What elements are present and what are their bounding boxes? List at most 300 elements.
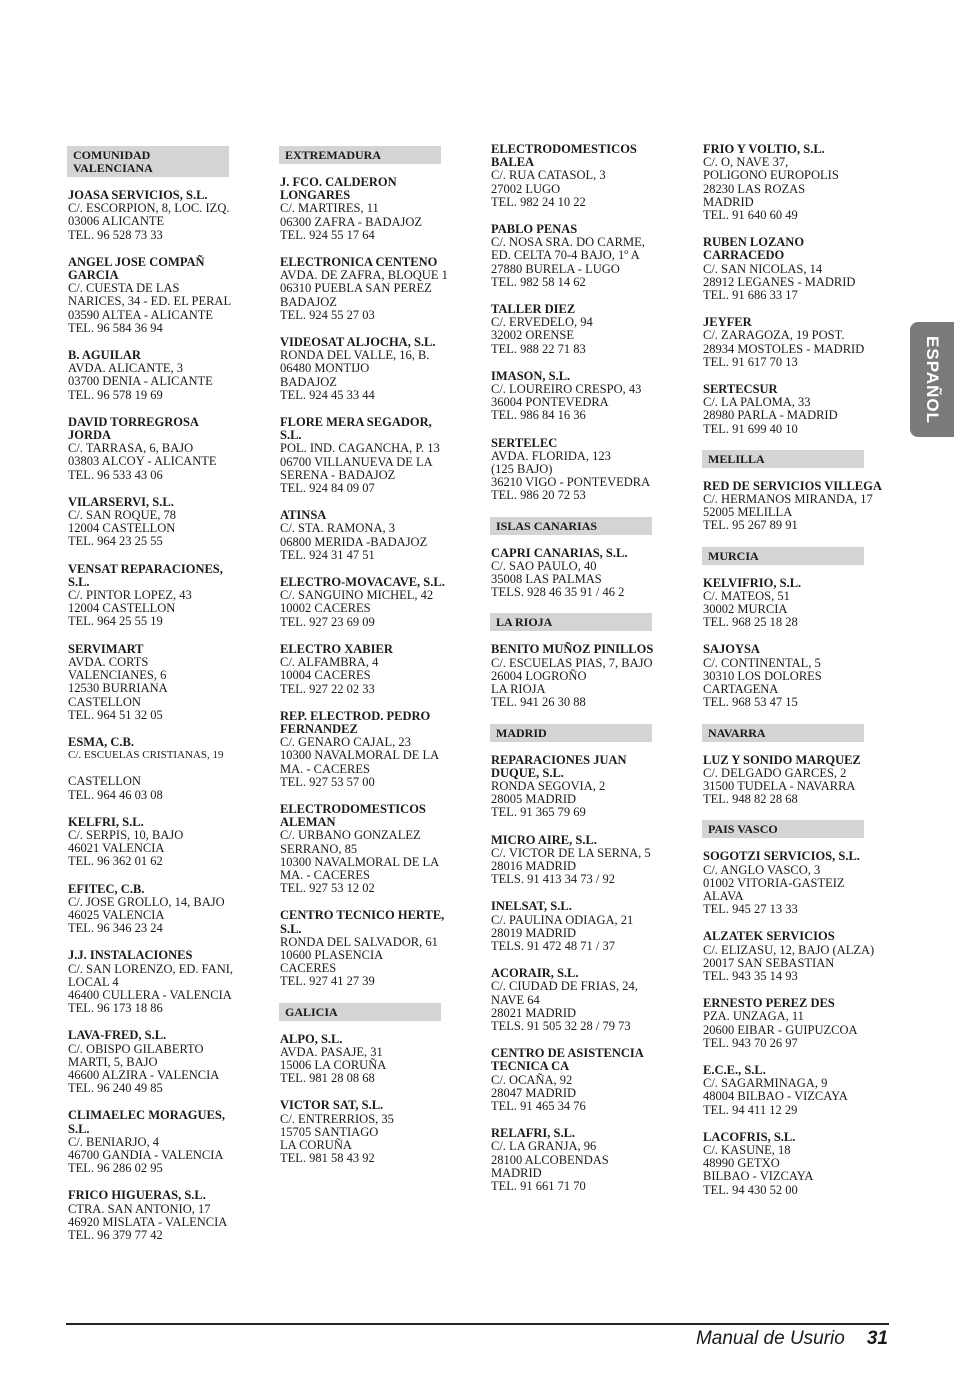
entry-name: S.L. (68, 1121, 90, 1136)
service-entry (491, 643, 655, 709)
region-header: GALICIA (279, 1003, 441, 1021)
entry-detail: TEL. 948 82 28 68 (703, 792, 798, 807)
entry-detail: TEL. 96 240 49 85 (68, 1081, 163, 1096)
service-entry (491, 1127, 655, 1193)
entry-detail: 27002 LUGO (491, 181, 561, 196)
entry-name: J.J. INSTALACIONES (68, 948, 193, 963)
service-entry (280, 710, 444, 789)
entry-detail: TEL. 943 70 26 97 (703, 1035, 798, 1050)
service-entry (703, 929, 875, 983)
entry-detail: C/. LOUREIRO CRESPO, 43 (491, 382, 642, 397)
entry-detail: C/. PINTOR LOPEZ, 43 (68, 588, 192, 603)
entry-name: FERNANDEZ (280, 721, 358, 736)
service-entry (68, 189, 232, 242)
entry-name: LUZ Y SONIDO MARQUEZ (703, 752, 861, 767)
entry-detail: C/. ELIZASU, 12, BAJO (ALZA) (703, 942, 875, 957)
entry-detail: BADAJOZ (280, 294, 337, 309)
entry-name: ALPO, S.L. (280, 1031, 343, 1046)
entry-detail: AVDA. PASAJE, 31 (280, 1044, 383, 1059)
entry-detail: TEL. 96 533 43 06 (68, 467, 163, 482)
service-entry (280, 1099, 444, 1165)
entry-name: ELECTRONICA CENTENO (280, 255, 438, 270)
entry-detail: C/. ANGLO VASCO, 3 (703, 862, 821, 877)
entry-detail: RONDA DEL SALVADOR, 61 (280, 934, 438, 949)
entry-detail: 36004 PONTEVEDRA (491, 395, 609, 410)
entry-detail: TEL. 986 20 72 53 (491, 488, 586, 503)
service-entry (491, 547, 655, 600)
entry-name: ERNESTO PEREZ DES (703, 996, 835, 1011)
service-entry (68, 883, 232, 936)
service-entry (703, 143, 867, 222)
entry-name: RELAFRI, S.L. (491, 1126, 576, 1141)
entry-detail: C/. CUESTA DE LAS (68, 281, 180, 296)
entry-name: ELECTRODOMESTICOS (280, 801, 426, 816)
entry-detail: TEL. 924 55 17 64 (280, 227, 375, 242)
entry-detail: C/. NOSA SRA. DO CARME, (491, 235, 645, 250)
entry-detail: 48990 GETXO (703, 1156, 780, 1171)
entry-detail: LA CORUÑA (280, 1137, 352, 1152)
entry-detail: C/. OCAÑA, 92 (491, 1072, 573, 1087)
service-entry (491, 370, 655, 423)
entry-detail: AVDA. DE ZAFRA, BLOQUE 1 (280, 268, 448, 283)
entry-detail: C/. URBANO GONZALEZ (280, 828, 421, 843)
entry-name: CENTRO DE ASISTENCIA (491, 1046, 644, 1061)
entry-name: ELECTRO XABIER (280, 641, 393, 656)
entry-detail: MA. - CACERES (280, 761, 370, 776)
entry-detail: TEL. 96 286 02 95 (68, 1161, 163, 1176)
region-header: COMUNIDAD VALENCIANA (67, 146, 229, 177)
entry-detail: TEL. 968 25 18 28 (703, 615, 798, 630)
entry-detail: C/. JOSE GROLLO, 14, BAJO (68, 894, 225, 909)
entry-detail: 15006 LA CORUÑA (280, 1057, 387, 1072)
entry-name: MICRO AIRE, S.L. (491, 832, 597, 847)
entry-detail: 06300 ZAFRA - BADAJOZ (280, 214, 423, 229)
entry-detail: 28005 MADRID (491, 792, 577, 807)
entry-detail: C/. RUA CATASOL, 3 (491, 168, 606, 183)
entry-detail: AVDA. CORTS (68, 654, 149, 669)
entry-detail: 10300 NAVALMORAL DE LA (280, 748, 440, 763)
entry-detail: C/. OBISPO GILABERTO (68, 1041, 204, 1056)
entry-name: VICTOR SAT, S.L. (280, 1098, 384, 1113)
entry-detail: TEL. 924 31 47 51 (280, 547, 375, 562)
entry-name: S.L. (68, 574, 90, 589)
service-entry (703, 1131, 867, 1197)
entry-detail: TEL. 941 26 30 88 (491, 695, 586, 710)
entry-name: SERVIMART (68, 641, 144, 656)
entry-detail: TEL. 96 379 77 42 (68, 1228, 163, 1242)
entry-detail: TEL. 982 24 10 22 (491, 194, 586, 209)
service-entry (491, 1047, 655, 1113)
entry-detail: AVDA. FLORIDA, 123 (491, 448, 611, 463)
page-number: 31 (866, 1328, 888, 1349)
entry-detail: CASTELLON (68, 694, 141, 709)
entry-name: SERTELEC (491, 435, 558, 450)
entry-detail: 06480 MONTIJO (280, 361, 370, 376)
entry-name: SERTECSUR (703, 382, 778, 397)
service-entry (280, 909, 444, 988)
service-entry (280, 1033, 444, 1086)
entry-detail: TEL. 927 53 57 00 (280, 774, 375, 789)
service-entry (280, 336, 444, 402)
entry-detail: TEL. 927 23 69 09 (280, 614, 375, 629)
entry-name: ACORAIR, S.L. (491, 966, 579, 981)
column-1 (68, 143, 232, 1256)
entry-detail: MARTI, 5, BAJO (68, 1054, 158, 1069)
entry-detail: C/. ENTRERRIOS, 35 (280, 1111, 394, 1126)
footer-divider (66, 1323, 889, 1325)
service-entry (703, 478, 882, 533)
entry-detail: TEL. 988 22 71 83 (491, 341, 586, 356)
service-entry (68, 643, 232, 722)
entry-name: LACOFRIS, S.L. (703, 1129, 796, 1144)
entry-name: ATINSA (280, 508, 327, 523)
entry-detail: 28100 ALCOBENDAS (491, 1152, 609, 1167)
entry-detail: MADRID (491, 1165, 542, 1180)
entry-detail: 31500 TUDELA - NAVARRA (703, 778, 856, 793)
entry-name: ALEMAN (280, 815, 336, 830)
entry-detail: TEL. 964 25 55 19 (68, 614, 163, 629)
service-entry (703, 577, 867, 630)
region-header: ISLAS CANARIAS (490, 517, 652, 535)
entry-detail: 03590 ALTEA - ALICANTE (68, 307, 214, 322)
entry-detail: POL. IND. CAGANCHA, P. 13 (280, 441, 440, 456)
entry-detail: 12004 CASTELLON (68, 601, 176, 616)
entry-name: E.C.E., S.L. (703, 1062, 766, 1077)
entry-detail: PZA. UNZAGA, 11 (703, 1009, 804, 1024)
service-entry (491, 754, 655, 820)
entry-detail: TEL. 96 584 36 94 (68, 320, 163, 335)
entry-detail: TELS. 91 472 48 71 / 37 (491, 938, 615, 953)
entry-name: ELECTRO-MOVACAVE, S.L. (280, 575, 445, 590)
entry-name: SAJOYSA (703, 642, 760, 657)
entry-name: SOGOTZI SERVICIOS, S.L. (703, 849, 860, 864)
service-entry (491, 834, 655, 887)
entry-detail: TEL. 96 346 23 24 (68, 921, 163, 936)
entry-detail: TEL. 91 465 34 76 (491, 1098, 586, 1113)
entry-detail: C/. CONTINENTAL, 5 (703, 655, 821, 670)
entry-name: LAVA-FRED, S.L. (68, 1028, 167, 1043)
entry-name: DAVID TORREGROSA (68, 414, 199, 429)
entry-detail: TEL. 927 22 02 33 (280, 681, 375, 696)
entry-detail: C/. KASUNE, 18 (703, 1142, 791, 1157)
service-entry (280, 509, 444, 562)
entry-detail: TEL. 927 53 12 02 (280, 881, 375, 896)
entry-detail: C/. CIUDAD DE FRIAS, 24, (491, 979, 638, 994)
entry-detail: BADAJOZ (280, 374, 337, 389)
entry-detail: C/. ALFAMBRA, 4 (280, 655, 379, 670)
service-entry (68, 416, 232, 482)
service-entry (491, 437, 655, 503)
entry-detail: C/. LA GRANJA, 96 (491, 1139, 597, 1154)
entry-detail: 52005 MELILLA (703, 505, 793, 520)
entry-name: RUBEN LOZANO (703, 235, 805, 250)
entry-detail: CASTELLON (68, 774, 141, 789)
entry-detail: TEL. 91 699 40 10 (703, 421, 798, 436)
entry-detail: TELS. 91 505 32 28 / 79 73 (491, 1018, 631, 1033)
entry-detail: POLIGONO EUROPOLIS (703, 168, 839, 183)
entry-detail: 46025 VALENCIA (68, 907, 165, 922)
entry-name: FLORE MERA SEGADOR, (280, 415, 432, 430)
entry-name: S.L. (280, 921, 302, 936)
entry-detail: NAVE 64 (491, 992, 540, 1007)
entry-detail: TEL. 943 35 14 93 (703, 968, 798, 983)
entry-detail: 15705 SANTIAGO (280, 1124, 379, 1139)
entry-detail: MADRID (703, 194, 754, 209)
entry-detail: C/. ESCUELAS PIAS, 7, BAJO (491, 655, 653, 670)
entry-detail: C/. PAULINA ODIAGA, 21 (491, 912, 634, 927)
entry-detail: LOCAL 4 (68, 974, 119, 989)
entry-detail: 46400 CULLERA - VALENCIA (68, 987, 232, 1002)
entry-detail: 36210 VIGO - PONTEVEDRA (491, 475, 651, 490)
entry-detail: NARICES, 34 - ED. EL PERAL (68, 294, 232, 309)
entry-detail: RONDA DEL VALLE, 16, B. (280, 348, 430, 363)
entry-detail: TEL. 94 411 12 29 (703, 1102, 798, 1117)
entry-detail: 28021 MADRID (491, 1005, 577, 1020)
entry-name: ELECTRODOMESTICOS (491, 142, 637, 156)
entry-detail: ALAVA (703, 888, 744, 903)
entry-name: VENSAT REPARACIONES, (68, 561, 223, 576)
entry-name: BALEA (491, 155, 535, 170)
entry-name: TALLER DIEZ (491, 302, 576, 317)
service-entry (703, 643, 867, 709)
entry-detail: C/. MATEOS, 51 (703, 588, 790, 603)
entry-detail: TEL. 964 23 25 55 (68, 534, 163, 549)
entry-detail: 26004 LOGROÑO (491, 668, 587, 683)
entry-detail: C/. ERVEDELO, 94 (491, 315, 593, 330)
entry-detail: 28016 MADRID (491, 858, 577, 873)
entry-detail: TEL. 94 430 52 00 (703, 1182, 798, 1197)
entry-name: BENITO MUÑOZ PINILLOS (491, 642, 654, 657)
entry-name: LONGARES (280, 188, 351, 203)
entry-detail: TEL. 924 84 09 07 (280, 481, 375, 496)
entry-name: FRIO Y VOLTIO, S.L. (703, 142, 825, 156)
entry-detail: C/. TARRASA, 6, BAJO (68, 441, 194, 456)
entry-detail: TEL. 986 84 16 36 (491, 408, 586, 423)
entry-name: DUQUE, S.L. (491, 765, 564, 780)
entry-detail: RONDA SEGOVIA, 2 (491, 778, 606, 793)
entry-detail: ED. CELTA 70-4 BAJO, 1º A (491, 248, 640, 263)
column-4 (703, 142, 882, 1211)
entry-detail: C/. MARTIRES, 11 (280, 201, 379, 216)
entry-detail: C/. GENARO CAJAL, 23 (280, 735, 411, 750)
entry-detail: C/. SAN ROQUE, 78 (68, 508, 176, 523)
entry-detail: 28980 PARLA - MADRID (703, 408, 838, 423)
entry-detail: C/. SAN LORENZO, ED. FANI, (68, 961, 234, 976)
entry-name: ALZATEK SERVICIOS (703, 929, 835, 944)
entry-detail: C/. SAGARMINAGA, 9 (703, 1076, 828, 1091)
entry-name: VIDEOSAT ALJOCHA, S.L. (280, 335, 436, 350)
entry-detail: TEL. 964 51 32 05 (68, 707, 163, 722)
service-entry (68, 736, 232, 802)
entry-name: JEYFER (703, 315, 752, 330)
entry-name: ANGEL JOSE COMPAÑ (68, 254, 205, 269)
region-header: MELILLA (702, 450, 864, 468)
entry-detail: TEL. 982 58 14 62 (491, 274, 586, 289)
footer (696, 1328, 888, 1350)
entry-detail: TEL. 91 365 79 69 (491, 805, 586, 820)
service-entry (68, 1189, 232, 1242)
entry-name: J. FCO. CALDERON (280, 175, 397, 189)
entry-detail: 32002 ORENSE (491, 328, 574, 343)
service-entry (703, 754, 867, 807)
entry-name: JOASA SERVICIOS, S.L. (68, 188, 208, 202)
column-2 (280, 143, 448, 1179)
entry-detail: TEL. 91 617 70 13 (703, 354, 798, 369)
region-header: PAIS VASCO (702, 820, 864, 838)
entry-detail: VALENCIANES, 6 (68, 668, 167, 683)
entry-name: PABLO PENAS (491, 222, 578, 237)
entry-detail: CARTAGENA (703, 682, 779, 697)
entry-name: TECNICA CA (491, 1059, 570, 1074)
entry-detail: 20600 EIBAR - GUIPUZCOA (703, 1022, 858, 1037)
service-entry (491, 900, 655, 953)
entry-detail: C/. SERPIS, 10, BAJO (68, 827, 184, 842)
entry-detail: TEL. 981 58 43 92 (280, 1151, 375, 1166)
service-entry (68, 349, 232, 402)
entry-detail: LA RIOJA (491, 682, 546, 697)
entry-detail: C/. HERMANOS MIRANDA, 17 (703, 492, 873, 507)
entry-detail: 06310 PUEBLA SAN PEREZ (280, 281, 432, 296)
entry-detail: 10300 NAVALMORAL DE LA (280, 854, 440, 869)
entry-detail: TEL. 981 28 08 68 (280, 1071, 375, 1086)
entry-detail: C/. SAN NICOLAS, 14 (703, 261, 823, 276)
service-entry (491, 223, 655, 289)
entry-detail: C/. O, NAVE 37, (703, 155, 789, 170)
service-entry (703, 997, 867, 1050)
service-entry (68, 563, 232, 629)
service-entry (68, 1109, 232, 1175)
language-tab-label: ESPAÑOL (923, 335, 942, 424)
entry-name: GARCIA (68, 268, 119, 283)
entry-detail: 28019 MADRID (491, 925, 577, 940)
entry-detail: 46920 MISLATA - VALENCIA (68, 1214, 228, 1229)
entry-detail: 03700 DENIA - ALICANTE (68, 374, 213, 389)
entry-detail: TEL. 91 686 33 17 (703, 288, 798, 303)
entry-detail: C/. ESCUELAS CRISTIANAS, 19 (68, 749, 224, 762)
region-header: EXTREMADURA (279, 146, 441, 164)
entry-detail: C/. ESCORPION, 8, LOC. IZQ. (68, 201, 230, 216)
entry-detail: C/. ZARAGOZA, 19 POST. (703, 328, 845, 343)
service-entry (703, 316, 867, 369)
service-entry (68, 1029, 232, 1095)
entry-detail: 27880 BURELA - LUGO (491, 261, 620, 276)
entry-detail: C/. DELGADO GARCES, 2 (703, 765, 847, 780)
entry-detail: 03803 ALCOY - ALICANTE (68, 454, 217, 469)
service-entry (703, 1064, 867, 1117)
entry-detail: TELS. 91 413 34 73 / 92 (491, 872, 615, 887)
entry-detail: 06700 VILLANUEVA DE LA (280, 454, 433, 469)
entry-detail: 28934 MOSTOLES - MADRID (703, 341, 865, 356)
entry-name: VILARSERVI, S.L. (68, 494, 174, 509)
entry-detail: 03006 ALICANTE (68, 214, 165, 229)
entry-detail: TEL. 96 362 01 62 (68, 854, 163, 869)
entry-detail: 28230 LAS ROZAS (703, 181, 806, 196)
entry-detail: BILBAO - VIZCAYA (703, 1169, 814, 1184)
entry-detail: TEL. 96 578 19 69 (68, 387, 163, 402)
entry-detail: TEL. 927 41 27 39 (280, 974, 375, 989)
entry-name: CLIMAELEC MORAGUES, (68, 1108, 225, 1123)
entry-detail: TEL. 91 640 60 49 (703, 208, 798, 223)
service-entry (703, 236, 867, 302)
entry-name: CAPRI CANARIAS, S.L. (491, 545, 628, 560)
entry-name: INELSAT, S.L. (491, 899, 572, 914)
entry-detail: 30002 MURCIA (703, 602, 788, 617)
entry-detail: SERENA - BADAJOZ (280, 467, 396, 482)
column-3 (491, 143, 655, 1207)
entry-name: CENTRO TECNICO HERTE, (280, 908, 445, 923)
entry-detail: TEL. 964 46 03 08 (68, 787, 163, 802)
entry-detail: MA. - CACERES (280, 867, 370, 882)
entry-detail: TEL. 91 661 71 70 (491, 1178, 586, 1193)
entry-detail: C/. LA PALOMA, 33 (703, 395, 811, 410)
service-entry (280, 803, 444, 895)
entry-name: REP. ELECTROD. PEDRO (280, 708, 431, 723)
entry-detail: 48004 BILBAO - VIZCAYA (703, 1089, 848, 1104)
service-entry (280, 255, 448, 322)
entry-detail: SERRANO, 85 (280, 841, 358, 856)
entry-detail: 10600 PLASENCIA (280, 947, 384, 962)
entry-detail: (125 BAJO) (491, 462, 553, 477)
entry-detail: TEL. 968 53 47 15 (703, 695, 798, 710)
entry-detail: TEL. 96 173 18 86 (68, 1001, 163, 1016)
entry-detail: 10002 CACERES (280, 601, 371, 616)
entry-name: ESMA, C.B. (68, 734, 134, 749)
entry-detail: 46021 VALENCIA (68, 841, 165, 856)
entry-detail: 06800 MERIDA -BADAJOZ (280, 534, 428, 549)
entry-detail: TEL. 95 267 89 91 (703, 518, 798, 533)
entry-name: IMASON, S.L. (491, 368, 571, 383)
service-entry (703, 850, 867, 916)
entry-detail: C/. SANGUINO MICHEL, 42 (280, 588, 434, 603)
entry-detail: C/. SAO PAULO, 40 (491, 558, 597, 573)
entry-detail: 35008 LAS PALMAS (491, 572, 602, 587)
service-entry (280, 576, 444, 629)
entry-name: FRICO HIGUERAS, S.L. (68, 1188, 206, 1203)
entry-detail: 20017 SAN SEBASTIAN (703, 955, 835, 970)
entry-detail: TEL. 924 45 33 44 (280, 387, 375, 402)
service-entry (280, 416, 444, 495)
entry-detail: CACERES (280, 961, 337, 976)
entry-detail: 12530 BURRIANA (68, 681, 168, 696)
entry-detail: 30310 LOS DOLORES (703, 668, 822, 683)
entry-detail: TEL. 945 27 13 33 (703, 902, 798, 917)
service-entry (280, 176, 444, 242)
entry-detail: TEL. 96 528 73 33 (68, 227, 163, 242)
entry-detail: 46700 GANDIA - VALENCIA (68, 1147, 224, 1162)
entry-detail: TELS. 928 46 35 91 / 46 2 (491, 585, 625, 600)
entry-name: CARRACEDO (703, 248, 785, 263)
service-entry (68, 816, 232, 869)
entry-detail: 28047 MADRID (491, 1085, 577, 1100)
entry-detail: 10004 CACERES (280, 668, 371, 683)
entry-detail: 28912 LEGANES - MADRID (703, 274, 856, 289)
entry-name: KELVIFRIO, S.L. (703, 575, 802, 590)
entry-detail: 46600 ALZIRA - VALENCIA (68, 1067, 220, 1082)
entry-name: EFITEC, C.B. (68, 881, 145, 896)
entry-detail: AVDA. ALICANTE, 3 (68, 361, 184, 376)
service-entry (68, 256, 232, 335)
entry-detail: C/. STA. RAMONA, 3 (280, 521, 395, 536)
entry-detail: 01002 VITORIA-GASTEIZ (703, 875, 845, 890)
language-tab (910, 322, 954, 437)
entry-name: S.L. (280, 428, 302, 443)
region-header: NAVARRA (702, 724, 864, 742)
entry-name: JORDA (68, 428, 112, 443)
entry-name: RED DE SERVICIOS VILLEGA (703, 478, 882, 493)
service-entry (491, 143, 655, 209)
service-entry (280, 643, 444, 696)
entry-name: B. AGUILAR (68, 348, 141, 363)
